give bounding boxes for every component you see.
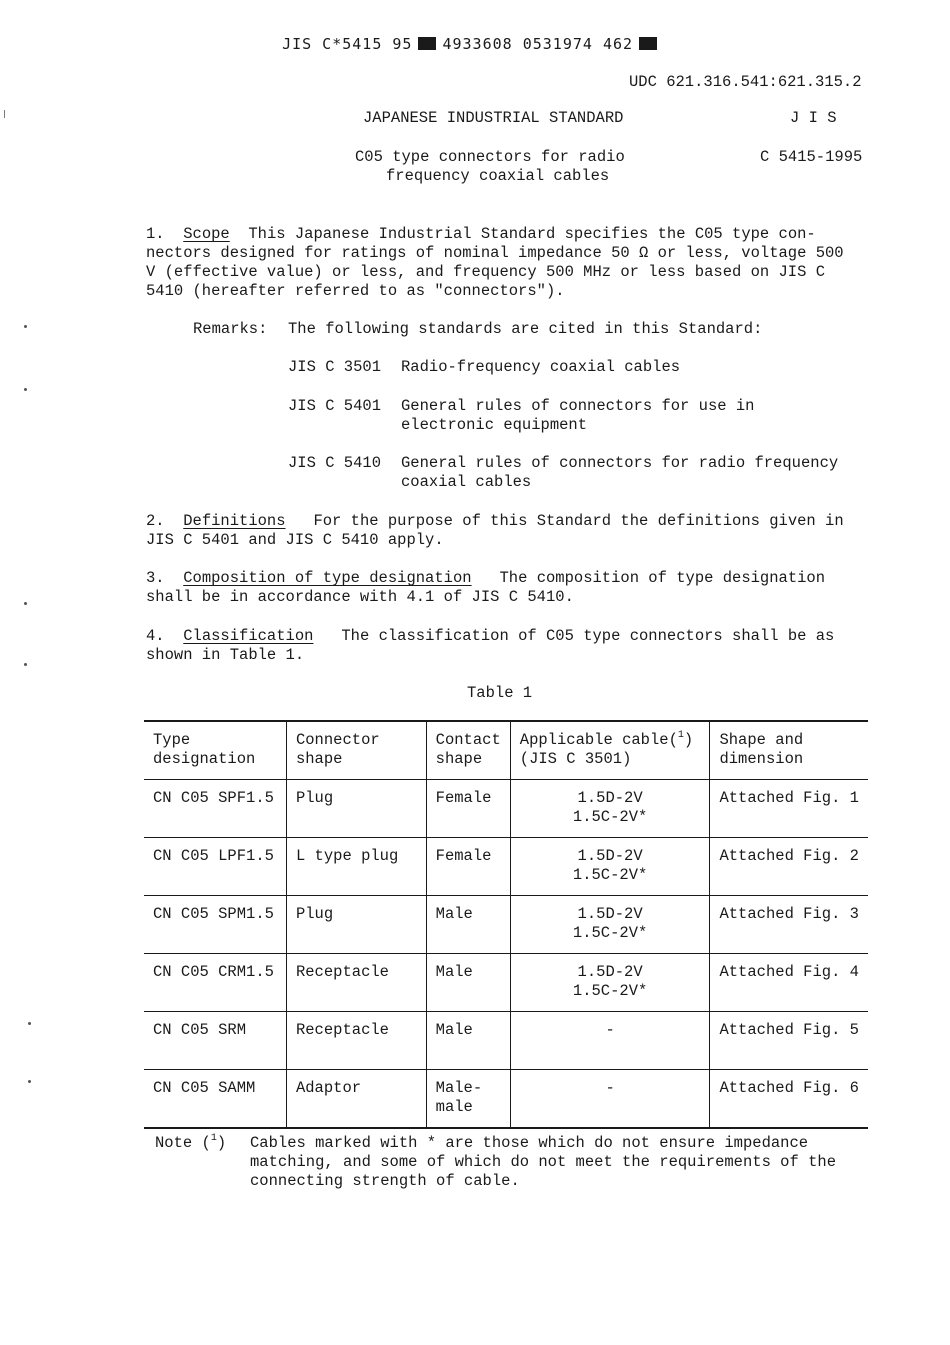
- classification-line: shown in Table 1.: [146, 646, 305, 664]
- contact-shape-cell: Male: [426, 1012, 510, 1070]
- remarks-intro: The following standards are cited in this Standard:: [288, 320, 763, 338]
- scan-mark: [24, 663, 27, 666]
- cited-standard-title: coaxial cables: [401, 473, 532, 491]
- doc-title-line1: C05 type connectors for radio: [355, 148, 625, 166]
- table-caption: Table 1: [467, 684, 533, 702]
- barcode-block-icon: [639, 37, 657, 50]
- connector-shape-cell: Receptacle: [286, 954, 426, 1012]
- contact-shape-cell: Male: [426, 896, 510, 954]
- note-label: Note ($^1$): [155, 1133, 227, 1152]
- scope-heading: Scope: [183, 225, 230, 243]
- composition-number: 3.: [146, 569, 165, 587]
- applicable-cable-cell: 1.5D-2V 1.5C-2V*: [510, 954, 710, 1012]
- shape-dimension-cell: Attached Fig. 6: [710, 1070, 868, 1129]
- applicable-cable-cell: 1.5D-2V 1.5C-2V*: [510, 780, 710, 838]
- udc-number: UDC 621.316.541:621.315.2: [629, 73, 862, 91]
- table-row: [144, 780, 868, 838]
- note-line: Cables marked with * are those which do not ensure impedance: [250, 1134, 809, 1152]
- note-line: matching, and some of which do not meet the requirements of the: [250, 1153, 836, 1171]
- applicable-cable-cell: 1.5D-2V 1.5C-2V*: [510, 896, 710, 954]
- connector-shape-cell: Adaptor: [286, 1070, 426, 1129]
- standard-org: JAPANESE INDUSTRIAL STANDARD: [363, 109, 624, 127]
- doc-number: C 5415-1995: [760, 148, 863, 166]
- scan-header-left-code: JIS C*5415 95: [282, 35, 413, 53]
- classification-number: 4.: [146, 627, 165, 645]
- scan-mark: [24, 602, 27, 605]
- scope-line: V (effective value) or less, and frequency 500 MHz or less based on JIS C: [146, 263, 826, 281]
- type-designation-cell: CN C05 CRM1.5: [144, 954, 286, 1012]
- shape-dimension-cell: Attached Fig. 3: [710, 896, 868, 954]
- table-header-cell: Shape and dimension: [710, 721, 868, 780]
- cited-standard-title: General rules of connectors for use in: [401, 397, 755, 415]
- applicable-cable-cell: 1.5D-2V 1.5C-2V*: [510, 838, 710, 896]
- table-row: [144, 1012, 868, 1070]
- scope-line: 5410 (hereafter referred to as "connectors").: [146, 282, 565, 300]
- cited-standard-title: General rules of connectors for radio frequency: [401, 454, 839, 472]
- type-designation-cell: CN C05 SAMM: [144, 1070, 286, 1129]
- definitions-heading: Definitions: [183, 512, 286, 530]
- remarks-label: Remarks:: [193, 320, 268, 338]
- shape-dimension-cell: Attached Fig. 4: [710, 954, 868, 1012]
- definitions-line: For the purpose of this Standard the definitions given in: [313, 512, 844, 530]
- scan-mark: [24, 388, 27, 391]
- definitions-line: JIS C 5401 and JIS C 5410 apply.: [146, 531, 444, 549]
- classification-section: [146, 627, 834, 646]
- connector-shape-cell: Plug: [286, 896, 426, 954]
- scan-mark: [28, 1080, 31, 1083]
- table-header-cell: Connector shape: [286, 721, 426, 780]
- cited-standard-title: Radio-frequency coaxial cables: [401, 358, 681, 376]
- composition-section: [146, 569, 825, 588]
- cited-standard-code: JIS C 5410: [288, 454, 382, 472]
- contact-shape-cell: Female: [426, 780, 510, 838]
- classification-line: The classification of C05 type connectors shall be as: [341, 627, 835, 645]
- scan-mark: [28, 1022, 31, 1025]
- type-designation-cell: CN C05 SPM1.5: [144, 896, 286, 954]
- scope-number: 1.: [146, 225, 165, 243]
- applicable-cable-cell: -: [510, 1012, 710, 1070]
- scan-mark: [4, 110, 5, 118]
- doc-title-line2: frequency coaxial cables: [386, 167, 610, 185]
- table-row: [144, 1070, 868, 1129]
- scope-line: nectors designed for ratings of nominal impedance 50 Ω or less, voltage 500: [146, 244, 844, 262]
- composition-line: shall be in accordance with 4.1 of JIS C 5410.: [146, 588, 574, 606]
- type-designation-cell: CN C05 LPF1.5: [144, 838, 286, 896]
- jis-mark: J I S: [790, 109, 837, 127]
- connector-shape-cell: L type plug: [286, 838, 426, 896]
- table-header-cell: Contact shape: [426, 721, 510, 780]
- contact-shape-cell: Female: [426, 838, 510, 896]
- shape-dimension-cell: Attached Fig. 5: [710, 1012, 868, 1070]
- cited-standard-title: electronic equipment: [401, 416, 588, 434]
- contact-shape-cell: Male- male: [426, 1070, 510, 1129]
- scope-line: This Japanese Industrial Standard specifies the C05 type con-: [248, 225, 816, 243]
- shape-dimension-cell: Attached Fig. 2: [710, 838, 868, 896]
- cited-standard-code: JIS C 3501: [288, 358, 382, 376]
- composition-heading: Composition of type designation: [183, 569, 472, 587]
- table-row: [144, 838, 868, 896]
- definitions-number: 2.: [146, 512, 165, 530]
- scan-header-mid-code: 4933608 0531974 462: [442, 35, 634, 53]
- footnote-mark: 1: [210, 1133, 217, 1144]
- table-row: [144, 896, 868, 954]
- composition-line: The composition of type designation: [499, 569, 826, 587]
- table-header-row: [144, 721, 868, 780]
- table-header-cell: Applicable cable($^1$) (JIS C 3501): [510, 721, 710, 780]
- scan-mark: [24, 325, 27, 328]
- note-line: connecting strength of cable.: [250, 1172, 520, 1190]
- scope-section: [146, 225, 816, 244]
- table-header-cell: Type designation: [144, 721, 286, 780]
- shape-dimension-cell: Attached Fig. 1: [710, 780, 868, 838]
- classification-heading: Classification: [183, 627, 314, 645]
- type-designation-cell: CN C05 SRM: [144, 1012, 286, 1070]
- cited-standard-code: JIS C 5401: [288, 397, 382, 415]
- contact-shape-cell: Male: [426, 954, 510, 1012]
- table-1: [144, 720, 868, 1129]
- footnote-mark: 1: [677, 730, 684, 741]
- connector-shape-cell: Plug: [286, 780, 426, 838]
- scan-header: [262, 16, 663, 54]
- connector-shape-cell: Receptacle: [286, 1012, 426, 1070]
- definitions-section: [146, 512, 844, 531]
- barcode-block-icon: [418, 37, 436, 50]
- applicable-cable-cell: -: [510, 1070, 710, 1129]
- type-designation-cell: CN C05 SPF1.5: [144, 780, 286, 838]
- table-row: [144, 954, 868, 1012]
